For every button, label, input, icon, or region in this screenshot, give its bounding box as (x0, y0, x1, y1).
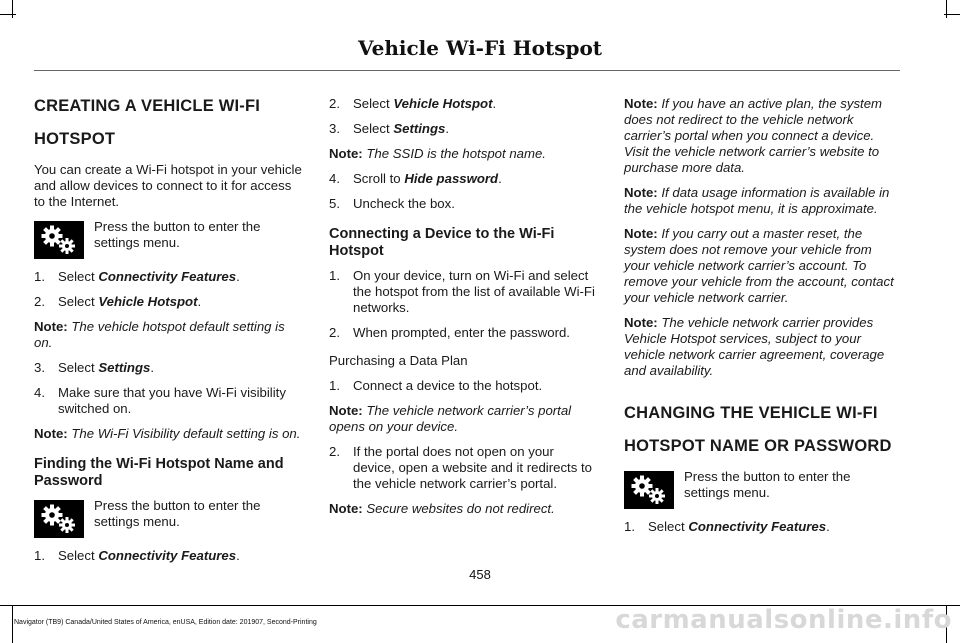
list-item: 2. Select Vehicle Hotspot. (34, 294, 202, 309)
section-heading: CHANGING THE VEHICLE WI-FI HOTSPOT NAME OR PASSWORD (624, 404, 892, 455)
note: Note: If you have an active plan, the system does not redirect to the vehicle network carrier’s portal when you connect a device. Visit the vehicle network carrier’s website to purchase more data. (624, 96, 883, 175)
list-item: 1. Select Connectivity Features. (34, 269, 240, 284)
note: Note: If data usage information is available in the vehicle hotspot menu, it is approximate. (624, 185, 890, 216)
section-heading: CREATING A VEHICLE WI-FI HOTSPOT (34, 97, 261, 148)
crop-mark (946, 0, 947, 18)
title-divider (34, 70, 900, 71)
list-item: 4. Make sure that you have Wi-Fi visibility switched on. (34, 385, 286, 416)
settings-instruction: Press the button to enter the settings menu. (34, 219, 304, 259)
note: Note: Secure websites do not redirect. (329, 501, 555, 516)
note: Note: The Wi-Fi Visibility default setting is on. (34, 426, 301, 441)
list-item: 1. Connect a device to the hotspot. (329, 378, 543, 393)
note: Note: The vehicle hotspot default setting is on. (34, 319, 285, 350)
subheading: Connecting a Device to the Wi-Fi Hotspot (329, 226, 555, 259)
gear-icon (34, 500, 84, 538)
column-2 (329, 96, 599, 526)
edition-info: Navigator (TB9) Canada/United States of America, enUSA, Edition date: 201907, Second-Printing (14, 619, 317, 626)
note: Note: The vehicle network carrier’s portal opens on your device. (329, 403, 572, 434)
list-item: 3. Select Settings. (329, 121, 450, 136)
note: Note: If you carry out a master reset, the system does not remove your vehicle from your vehicle network carrier’s account. To remove your vehicle from the account, contact your vehicle network carrier. (624, 226, 894, 305)
column-3 (624, 96, 894, 544)
column-1 (34, 96, 304, 573)
gear-icon (34, 221, 84, 259)
page-title: Vehicle Wi-Fi Hotspot (357, 36, 603, 60)
list-item: 3. Select Settings. (34, 360, 155, 375)
list-item: 1. Select Connectivity Features. (34, 548, 240, 563)
crop-mark (12, 0, 13, 18)
list-item: 4. Scroll to Hide password. (329, 171, 502, 186)
note: Note: The SSID is the hotspot name. (329, 146, 546, 161)
page-number: 458 (469, 567, 491, 582)
crop-mark (944, 14, 960, 15)
subheading: Purchasing a Data Plan (329, 353, 468, 368)
crop-mark (0, 14, 16, 15)
subheading: Finding the Wi-Fi Hotspot Name and Password (34, 456, 284, 489)
list-item: 5. Uncheck the box. (329, 196, 455, 211)
watermark: carmanualsonline.info (615, 605, 952, 635)
list-item: 1. On your device, turn on Wi-Fi and select the hotspot from the list of available Wi-Fi networks. (329, 268, 595, 315)
crop-mark (12, 605, 13, 643)
intro-paragraph: You can create a Wi-Fi hotspot in your vehicle and allow devices to connect to it for access to the Internet. (34, 162, 302, 209)
list-item: 2. Select Vehicle Hotspot. (329, 96, 497, 111)
list-item: 2. If the portal does not open on your device, open a website and it redirects to the vehicle network carrier’s portal. (329, 444, 592, 491)
settings-instruction: Press the button to enter the settings menu. (624, 469, 894, 509)
gear-icon (624, 471, 674, 509)
list-item: 1. Select Connectivity Features. (624, 519, 830, 534)
settings-instruction: Press the button to enter the settings menu. (34, 498, 304, 538)
list-item: 2. When prompted, enter the password. (329, 325, 570, 340)
note: Note: The vehicle network carrier provides Vehicle Hotspot services, subject to your vehicle network carrier agreement, coverage and availability. (624, 315, 885, 378)
